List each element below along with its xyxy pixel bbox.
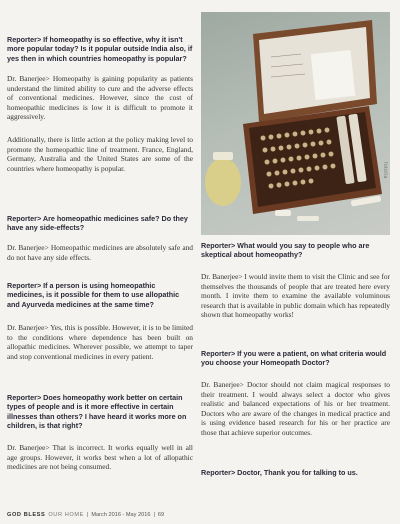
question-choose-doctor [201,349,390,368]
answer-skeptics [201,272,390,320]
question-text: Reporter> If homeopathy is so effective, why it isn't more popular today? Is it popular outside India also, if yes then in which countries homeopathy is popular? [7,35,193,63]
question-effectiveness [7,393,193,430]
homeopathy-kit-photo [201,12,390,235]
answer-text: Additionally, there is little action at the policy making level to promote the homeopathic line of treatment. France, England, Germany, Australia and the United States are some of the countries where homeopathy is popular. [7,135,193,173]
question-text: Reporter> What would you say to people who are skeptical about homeopathy? [201,241,370,260]
question-text: Reporter> Doctor, Thank you for talking to us. [201,468,358,477]
question-popularity [7,35,193,63]
question-text: Reporter> If you were a patient, on what criteria would you choose your Homeopath Doctor? [201,349,387,368]
answer-text: Dr. Banerjee> Yes, this is possible. However, it is to be limited to the conditions where dependence has been built on allopathic medicines. Wherever possible, we attempt to taper and stop conventional medicines in every patient. [7,323,193,361]
answer-choose-doctor [201,380,390,438]
answer-text: Dr. Banerjee> That is incorrect. It works equally well in all age groups. However, it works best when a lot of allopathic medicines are not being consumed. [7,443,193,472]
page-footer [7,512,164,518]
question-text: Reporter> Does homeopathy work better on certain types of people and is it more effective in certain illnesses than others? I have heard it works more on children, is that right? [7,393,187,430]
kit-illustration [201,12,390,235]
answer-popularity-countries [7,135,193,173]
photo-credit: fotolia [382,162,388,179]
answer-combination [7,323,193,361]
magazine-brand-secondary: OUR HOME [48,512,84,518]
closing-line [201,468,390,477]
answer-text: Dr. Banerjee> Doctor should not claim magical responses to their treatment. I would always select a doctor who gives realistic and balanced expectations of his or her treatment. Doctors who are aware of the changes in medical practice and is using evidence based research for his or her practice are those that achieve superior outcomes. [201,380,390,437]
footer-separator: | [153,512,155,518]
answer-text: Dr. Banerjee> Homeopathic medicines are absolutely safe and do not have any side effects. [7,243,193,262]
question-text: Reporter> If a person is using homeopathic medicines, is it possible for them to use allopathic and Ayurveda medicines at the same time? [7,281,180,309]
answer-effectiveness [7,443,193,472]
question-safety [7,214,193,233]
issue-date: March 2016 - May 2016 [91,512,151,518]
answer-text: Dr. Banerjee> Homeopathy is gaining popularity as patients understand the limited ability to cure and the adverse effects of conventional medicines. However, since the cost of homeopathic medicines is low it is difficult to promote it aggressively. [7,74,193,122]
answer-text: Dr. Banerjee> I would invite them to visit the Clinic and see for themselves the thousands of people that are treated here every month. I invite them to examine the available voluminous research that is available in public domain which has repeatedly shown that homeopathy works! [201,272,391,320]
question-skeptics [201,241,390,260]
question-text: Reporter> Are homeopathic medicines safe? Do they have any side-effects? [7,214,188,233]
question-combination [7,281,193,309]
page-number: 69 [157,512,165,518]
footer-separator: | [86,512,89,518]
magazine-brand: GOD BLESS [7,512,46,518]
answer-popularity [7,74,193,122]
answer-safety [7,243,193,262]
